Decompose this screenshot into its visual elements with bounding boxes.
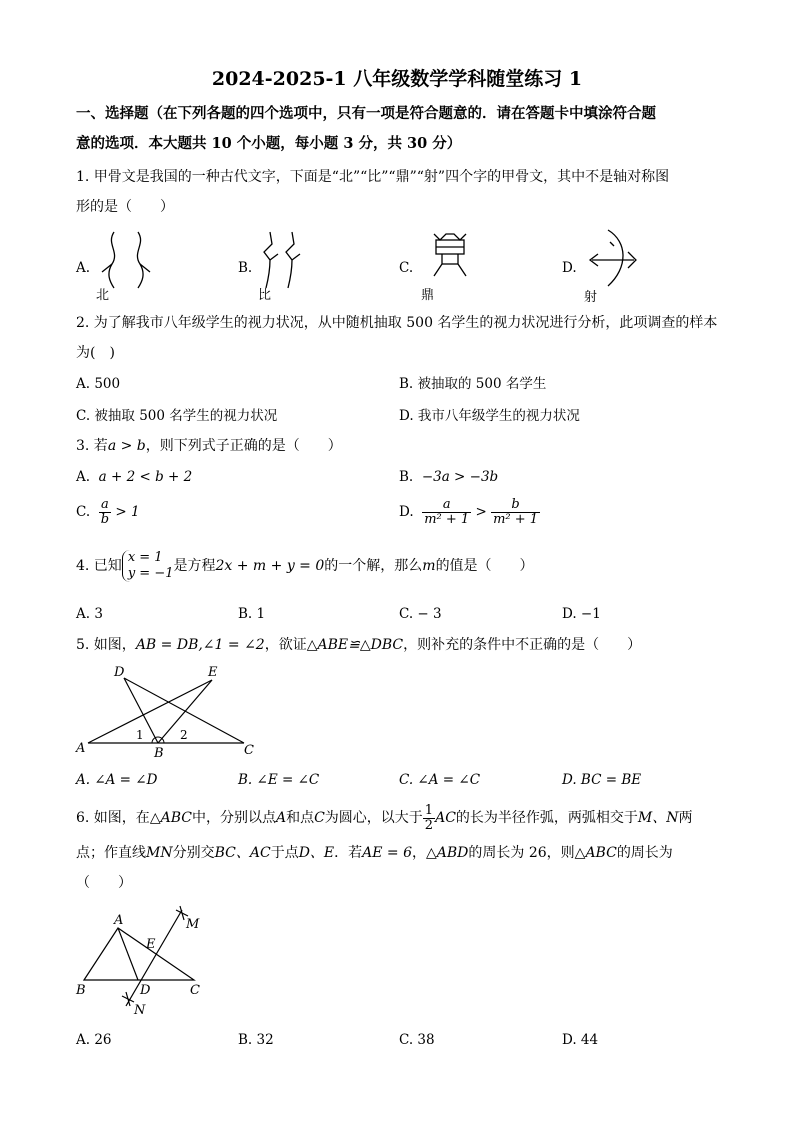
figure6-label-e: E: [146, 937, 156, 952]
fraction-denominator: m² + 1: [424, 512, 470, 527]
question-3-option-a: [76, 467, 192, 487]
question-3-option-c-fraction: [99, 498, 111, 527]
question-4-stem: [76, 548, 726, 584]
char-label-she: 射: [584, 290, 598, 305]
fraction-denominator: 2: [424, 817, 434, 833]
q6-math: M、N: [637, 810, 679, 826]
figure6-label-a: A: [114, 913, 124, 928]
question-1-line2: 形的是（ ）: [76, 199, 174, 215]
question-4-equation: 2x + m + y = 0: [215, 558, 325, 574]
q6-math: AC: [435, 810, 456, 826]
question-4-option-c: C. − 3: [399, 606, 442, 622]
question-1-stem: [76, 162, 726, 222]
figure5-label-e: E: [208, 665, 218, 680]
figure6-label-b: B: [76, 983, 86, 998]
q6-text: 的周长为 26，则: [468, 845, 575, 861]
question-1-option-d-letter: D.: [562, 260, 577, 276]
figure5-label-c: C: [244, 743, 254, 758]
q6-text: 为圆心，以大于: [324, 810, 423, 826]
question-3-option-c: [76, 497, 140, 527]
oracle-bone-ding-icon: [428, 230, 472, 288]
question-1-option-b-letter: B.: [238, 260, 253, 276]
question-3-option-d: [399, 497, 540, 527]
question-6-option-a: A. 26: [76, 1032, 112, 1048]
question-2-option-a: A. 500: [76, 376, 121, 392]
question-5-mid: ，欲证: [264, 637, 307, 653]
section-heading: [76, 99, 726, 159]
char-label-bi: 比: [258, 288, 272, 303]
figure6-label-c: C: [190, 983, 200, 998]
question-5-post: ，则补充的条件中不正确的是（ ）: [403, 637, 642, 653]
question-2-option-c: C. 被抽取 500 名学生的视力状况: [76, 408, 278, 424]
q6-fraction: [423, 804, 435, 833]
figure5-angle-1: 1: [136, 728, 144, 742]
q6-text: ，: [412, 845, 427, 861]
q6-text: 分别交: [172, 845, 215, 861]
figure5-label-a: A: [76, 741, 86, 756]
question-5-option-c: C. ∠A = ∠C: [399, 772, 481, 788]
q6-math: MN: [146, 845, 173, 861]
question-5-figure: [72, 660, 272, 760]
question-1-option-a-letter: A.: [76, 260, 91, 276]
char-label-ding: 鼎: [421, 288, 435, 303]
q6-text: 的周长为: [616, 845, 673, 861]
question-6-option-d: D. 44: [562, 1032, 599, 1048]
question-3-option-d-letter: D.: [399, 504, 414, 520]
page-title: 2024-2025-1 八年级数学学科随堂练习 1: [211, 68, 583, 90]
question-4-var: m: [422, 558, 436, 574]
q6-text: 点；作直线: [76, 845, 146, 861]
q6-text: 两: [678, 810, 693, 826]
question-3-post: ，则下列式子正确的是（ ）: [145, 438, 342, 454]
question-3-option-a-letter: A.: [76, 469, 91, 485]
section-heading-line2: 意的选项．本大题共 10 个小题，每小题 3 分，共 30 分）: [76, 135, 462, 152]
question-3-option-a-expr: a + 2 < b + 2: [98, 469, 193, 485]
fraction-numerator: 1: [424, 802, 434, 818]
figure6-label-n: N: [134, 1003, 146, 1018]
question-4-option-d: D. −1: [562, 606, 601, 622]
question-3-option-b-expr: −3a > −3b: [421, 469, 499, 485]
figure5-label-b: B: [154, 746, 164, 760]
question-6-line3: （ ）: [76, 875, 132, 891]
question-6-line2: [76, 838, 726, 868]
question-3-option-c-rest: > 1: [115, 504, 140, 520]
oracle-bone-she-icon: [584, 228, 644, 288]
system-eq-2: y = −1: [127, 566, 174, 581]
question-6-option-b: B. 32: [238, 1032, 274, 1048]
question-2-option-d: D. 我市八年级学生的视力状况: [399, 408, 580, 424]
question-3-option-d-fraction-1: [422, 498, 471, 527]
question-5-congruence: △ABE≌△DBC: [306, 637, 404, 653]
q6-math: A: [275, 810, 287, 826]
fraction-numerator: a: [99, 498, 111, 513]
question-6-figure: [72, 900, 222, 1020]
question-3-option-b: [399, 467, 498, 487]
fraction-numerator: a: [422, 498, 471, 513]
question-4-mid: 是方程: [173, 558, 216, 574]
q6-math: BC、AC: [214, 845, 271, 861]
q6-text: 于点: [270, 845, 299, 861]
question-5-option-b: B. ∠E = ∠C: [238, 772, 320, 788]
question-2-option-b: B. 被抽取的 500 名学生: [399, 376, 547, 392]
question-5-option-d: D. BC = BE: [562, 772, 642, 788]
figure5-angle-2: 2: [180, 728, 188, 742]
question-1-line1: 1. 甲骨文是我国的一种古代文字，下面是“北”“比”“鼎”“射”四个字的甲骨文，其中不是轴对称图: [76, 169, 670, 185]
system-eq-1: x = 1: [127, 550, 163, 565]
q6-math: AE = 6: [362, 845, 413, 861]
question-2-stem: [76, 308, 726, 368]
question-3-option-c-letter: C.: [76, 504, 91, 520]
question-4-post2: 的值是（ ）: [435, 558, 534, 574]
question-2-line2: 为( ): [76, 345, 115, 361]
question-5-option-a: A. ∠A = ∠D: [76, 772, 158, 788]
question-4-option-b: B. 1: [238, 606, 266, 622]
fraction-denominator: m² + 1: [493, 512, 539, 527]
q6-math: D、E: [298, 845, 335, 861]
question-1-option-c-letter: C.: [399, 260, 414, 276]
q6-text: ．若: [334, 845, 363, 861]
question-3-condition: a > b: [107, 438, 146, 454]
oracle-bone-bei-icon: [96, 230, 156, 290]
q6-math: △ABD: [426, 845, 469, 861]
q6-math: C: [314, 810, 325, 826]
question-3-option-d-gt: >: [475, 504, 487, 520]
question-3-option-d-fraction-2: [491, 498, 540, 527]
question-2-line1: 2. 为了解我市八年级学生的视力状况，从中随机抽取 500 名学生的视力状况进行分析，此项调查的样本: [76, 315, 718, 331]
oracle-bone-bi-icon: [256, 230, 308, 290]
q6-text: 和点: [286, 810, 315, 826]
figure6-label-d: D: [140, 983, 151, 998]
question-5-stem: [76, 630, 726, 660]
question-4-option-a: A. 3: [76, 606, 103, 622]
question-5-pre: 5. 如图，: [76, 637, 136, 653]
question-3-pre: 3. 若: [76, 438, 108, 454]
question-5-condition: AB = DB,∠1 = ∠2: [135, 637, 265, 653]
question-3-stem: [76, 431, 726, 461]
figure6-label-m: M: [186, 917, 200, 932]
q6-text: 6. 如图，在: [76, 810, 150, 826]
q6-text: 中，分别以点: [191, 810, 276, 826]
question-4-system: [122, 550, 174, 582]
section-heading-line1: 一、选择题（在下列各题的四个选项中，只有一项是符合题意的．请在答题卡中填涂符合题: [76, 105, 656, 122]
question-6-option-c: C. 38: [399, 1032, 435, 1048]
q6-math: △ABC: [149, 810, 192, 826]
question-3-option-b-letter: B.: [399, 469, 414, 485]
question-6-line1: [76, 801, 726, 835]
fraction-numerator: b: [491, 498, 540, 513]
fraction-denominator: b: [100, 512, 110, 527]
question-4-pre: 4. 已知: [76, 558, 122, 574]
char-label-bei: 北: [96, 288, 110, 303]
question-4-post1: 的一个解，那么: [324, 558, 423, 574]
figure5-label-d: D: [114, 665, 125, 680]
q6-text: 的长为半径作弧，两弧相交于: [455, 810, 638, 826]
q6-math: △ABC: [574, 845, 617, 861]
